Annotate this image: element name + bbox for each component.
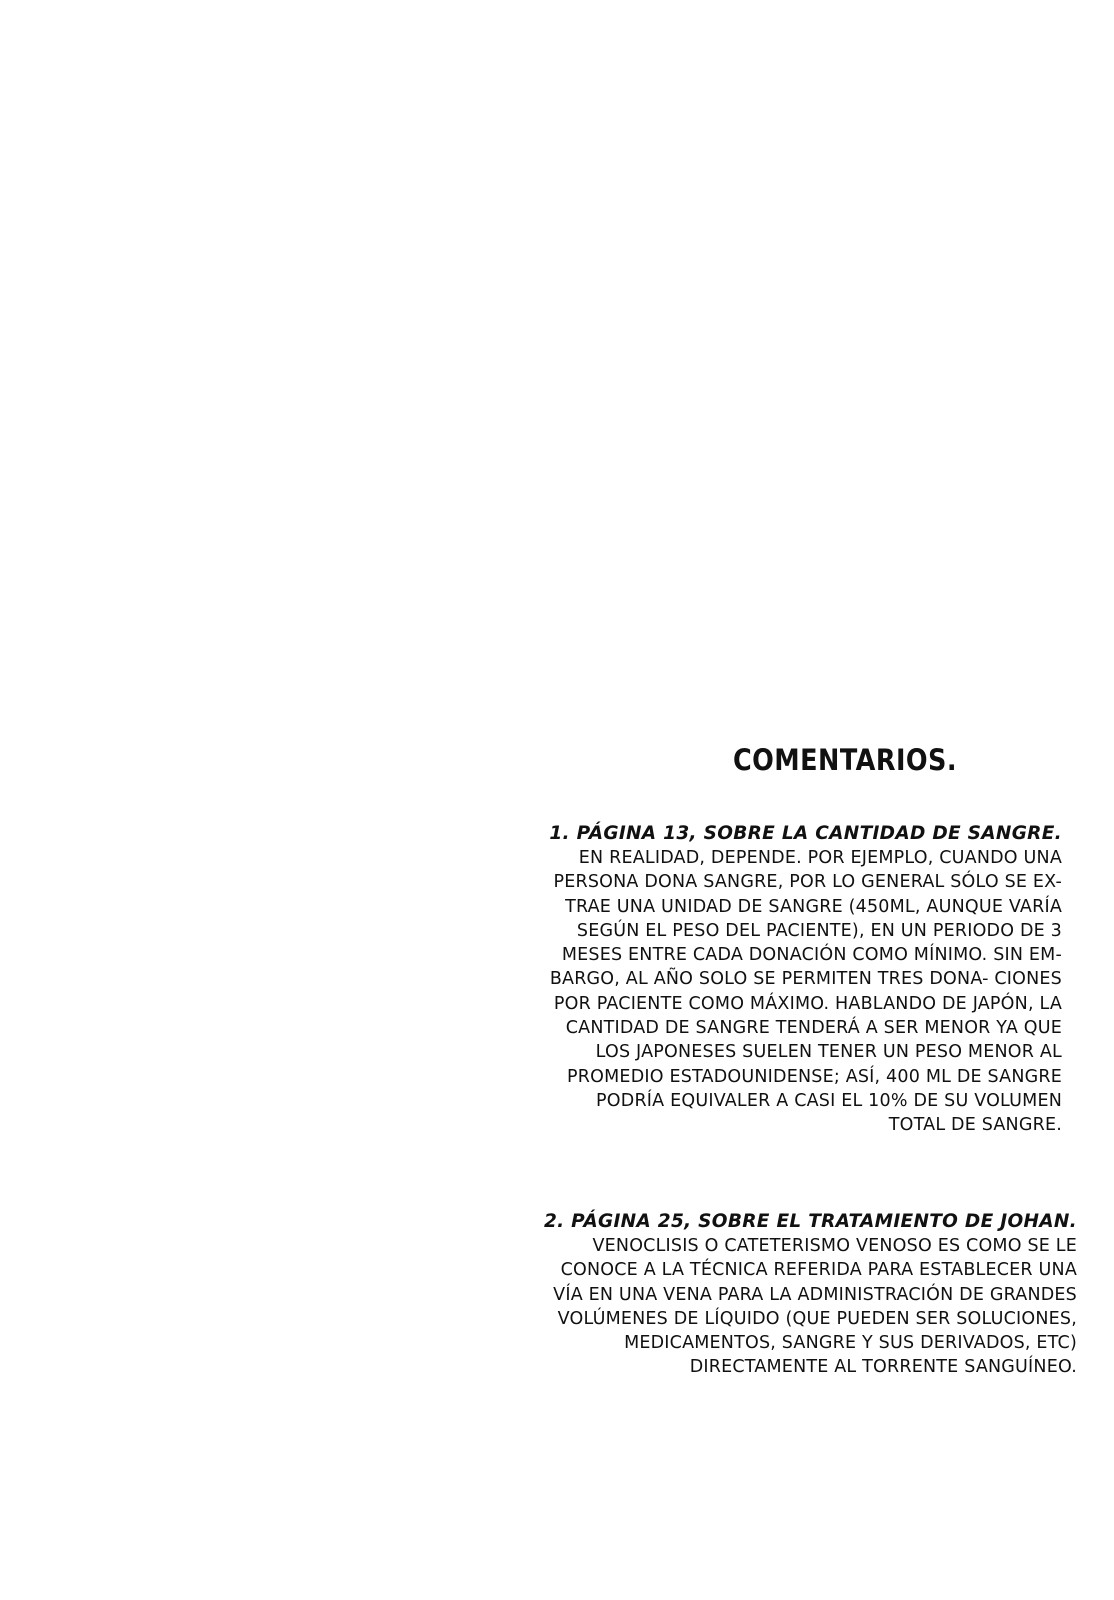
note-heading: 1. PÁGINA 13, SOBRE LA CANTIDAD DE SANGRE.: [549, 823, 1062, 844]
note-line: PODRÍA EQUIVALER A CASI EL 10% DE SU VOLUMEN: [596, 1090, 1062, 1111]
note-line: MEDICAMENTOS, SANGRE Y SUS DERIVADOS, ETC): [624, 1333, 1077, 1354]
note-line: EN REALIDAD, DEPENDE. POR EJEMPLO, CUANDO UNA: [578, 848, 1062, 868]
note-line: DIRECTAMENTE AL TORRENTE SANGUÍNEO.: [689, 1357, 1077, 1378]
note-line: VÍA EN UNA VENA PARA LA ADMINISTRACIÓN DE GRANDES: [553, 1284, 1077, 1305]
note-line: VOLÚMENES DE LÍQUIDO (QUE PUEDEN SER SOLUCIONES,: [557, 1308, 1077, 1329]
note-line: TOTAL DE SANGRE.: [888, 1115, 1062, 1136]
note-1: [502, 822, 1062, 1138]
page-title: COMENTARIOS.: [733, 743, 957, 777]
note-line: MESES ENTRE CADA DONACIÓN COMO MÍNIMO. SIN EM-: [561, 945, 1062, 966]
note-line: POR PACIENTE COMO MÁXIMO. HABLANDO DE JAPÓN, LA: [553, 993, 1062, 1014]
note-2: [517, 1210, 1077, 1380]
note-line: CONOCE A LA TÉCNICA REFERIDA PARA ESTABLECER UNA: [560, 1260, 1077, 1281]
note-line: PROMEDIO ESTADOUNIDENSE; ASÍ, 400 ML DE SANGRE: [567, 1066, 1062, 1087]
note-line: LOS JAPONESES SUELEN TENER UN PESO MENOR AL: [595, 1042, 1062, 1063]
note-line: SEGÚN EL PESO DEL PACIENTE), EN UN PERIODO DE 3: [576, 920, 1062, 941]
note-line: CANTIDAD DE SANGRE TENDERÁ A SER MENOR YA QUE: [565, 1018, 1062, 1039]
note-line: VENOCLISIS O CATETERISMO VENOSO ES COMO SE LE: [592, 1236, 1077, 1256]
note-line: TRAE UNA UNIDAD DE SANGRE (450ML, AUNQUE VARÍA: [565, 896, 1062, 917]
note-line: BARGO, AL AÑO SOLO SE PERMITEN TRES DONA- CIONES: [549, 969, 1062, 990]
note-line: PERSONA DONA SANGRE, POR LO GENERAL SÓLO SE EX-: [553, 872, 1062, 893]
note-heading: 2. PÁGINA 25, SOBRE EL TRATAMIENTO DE JOHAN.: [543, 1211, 1077, 1232]
